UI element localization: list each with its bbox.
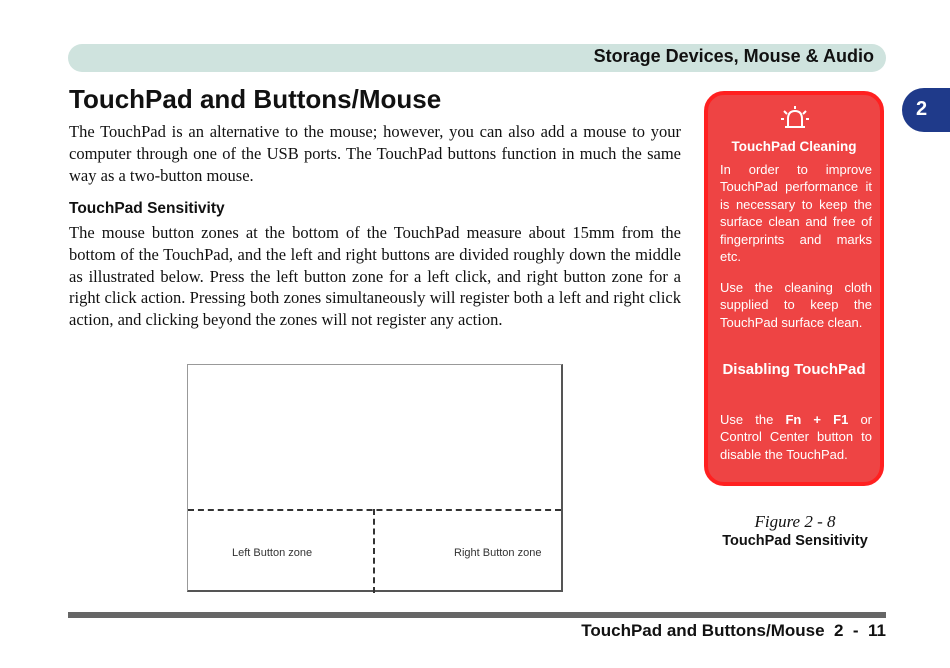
- body-paragraph: The mouse button zones at the bottom of the TouchPad measure about 15mm from the bottom of the TouchPad, and the left and right buttons are divided roughly down the middle as illustrated below. Press the left button zone for a left click, and right button zone for a right click action. Pressing both zones simultaneously will register both a left and right click action, and clicking beyond the zones will not register any action.: [69, 223, 681, 330]
- sidebar-text-disabling-post: or Control Center button to disable the TouchPad.: [720, 412, 873, 462]
- figure-caption: [720, 512, 870, 551]
- chapter-number: 2: [916, 98, 928, 120]
- subheading: TouchPad Sensitivity: [69, 200, 225, 217]
- sidebar-text-cleaning: In order to improve TouchPad performance it is necessary to keep the surface clean and free of fingerprints and marks etc.: [720, 162, 872, 265]
- button-zone-divider-vertical: [373, 509, 375, 593]
- chapter-tab: [902, 88, 950, 132]
- sidebar-heading-disabling: Disabling TouchPad: [722, 361, 866, 378]
- sidebar-text-disabling: [720, 411, 872, 463]
- footer-text: TouchPad and Buttons/Mouse 2 - 11: [581, 621, 886, 640]
- note-sidebar: [704, 91, 884, 486]
- sidebar-text-cloth: Use the cleaning cloth supplied to keep the TouchPad surface clean.: [720, 280, 872, 330]
- footer-rule: [68, 612, 886, 618]
- figure-number: Figure 2 - 8: [754, 512, 836, 531]
- left-button-zone-label: Left Button zone: [232, 547, 313, 559]
- figure-title: TouchPad Sensitivity: [722, 533, 868, 549]
- alert-bell-icon: [780, 105, 810, 133]
- intro-paragraph: The TouchPad is an alternative to the mouse; however, you can also add a mouse to your computer through one of the USB ports. The TouchPad buttons function in much the same way as a two-button mouse.: [69, 122, 681, 185]
- sidebar-key-combo: Fn + F1: [785, 412, 849, 427]
- page-title: TouchPad and Buttons/Mouse: [69, 84, 442, 114]
- sidebar-text-disabling-pre: Use the: [720, 412, 786, 427]
- sidebar-heading-cleaning: TouchPad Cleaning: [731, 139, 857, 154]
- touchpad-figure: [187, 364, 563, 592]
- section-title: Storage Devices, Mouse & Audio: [593, 46, 874, 66]
- right-button-zone-label: Right Button zone: [454, 547, 542, 559]
